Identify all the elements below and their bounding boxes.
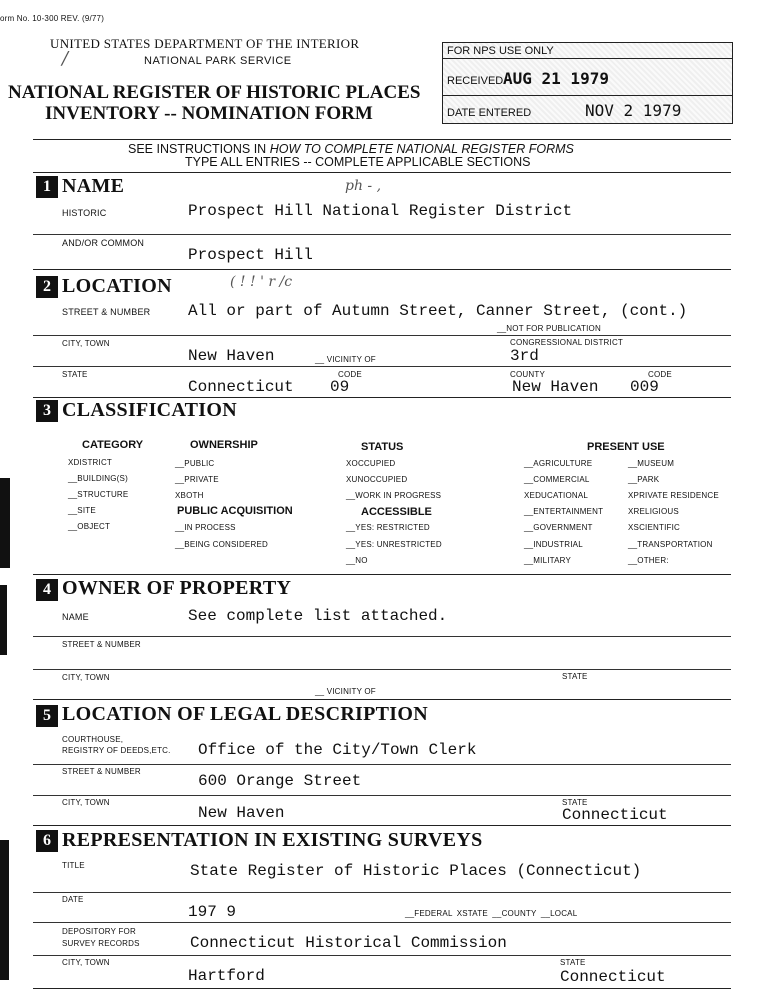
- acquisition-being-considered: __BEING CONSIDERED: [175, 540, 268, 549]
- street-label: STREET & NUMBER: [62, 307, 151, 317]
- use-military: __MILITARY: [524, 556, 572, 565]
- street-value: All or part of Autumn Street, Canner Street, (cont.): [188, 302, 688, 320]
- survey-date-value: 197 9: [188, 903, 237, 921]
- county-code-label: CODE: [648, 370, 672, 379]
- section-rule: [33, 269, 731, 270]
- category-site: __SITE: [68, 506, 96, 515]
- section-title: NAME: [62, 175, 125, 197]
- use-scientific: XSCIENTIFIC: [628, 523, 680, 532]
- historic-name-value: Prospect Hill National Register District: [188, 202, 573, 220]
- use-agriculture: __AGRICULTURE: [524, 459, 593, 468]
- depository-label-line1: DEPOSITORY FOR: [62, 927, 136, 936]
- category-structure: __STRUCTURE: [68, 490, 129, 499]
- section-rule: [33, 988, 731, 989]
- scan-edge-mark: [0, 478, 10, 568]
- section-title: CLASSIFICATION: [62, 399, 237, 421]
- use-museum: __MUSEUM: [628, 459, 675, 468]
- section-title: REPRESENTATION IN EXISTING SURVEYS: [62, 829, 483, 851]
- handwritten-annotation: ( ! ! ' r /c: [230, 274, 293, 290]
- accessible-restricted: __YES: RESTRICTED: [346, 523, 430, 532]
- depository-value: Connecticut Historical Commission: [190, 934, 507, 952]
- nps-use-only-box: [442, 42, 733, 124]
- status-unoccupied: XUNOCCUPIED: [346, 475, 408, 484]
- section-number: 5: [36, 705, 58, 727]
- congressional-district-value: 3rd: [510, 347, 539, 365]
- owner-name-label: NAME: [62, 612, 89, 622]
- county-value: New Haven: [512, 378, 599, 396]
- county-label: COUNTY: [510, 370, 545, 379]
- status-occupied: XOCCUPIED: [346, 459, 396, 468]
- historic-label: HISTORIC: [62, 208, 107, 218]
- legal-state-value: Connecticut: [562, 806, 668, 824]
- status-work-in-progress: __WORK IN PROGRESS: [346, 491, 442, 500]
- courthouse-label-line1: COURTHOUSE,: [62, 735, 124, 744]
- instructions-line1: [128, 142, 574, 156]
- public-acquisition-header: PUBLIC ACQUISITION: [177, 505, 293, 517]
- ownership-header: OWNERSHIP: [190, 439, 258, 451]
- section-rule: [33, 699, 731, 700]
- category-header: CATEGORY: [82, 439, 144, 451]
- field-rule: [33, 366, 731, 367]
- category-object: __OBJECT: [68, 522, 111, 531]
- scan-edge-mark: [0, 585, 7, 655]
- ownership-public: __PUBLIC: [175, 459, 215, 468]
- survey-title-value: State Register of Historic Places (Connecticut): [190, 862, 642, 880]
- city-value: New Haven: [188, 347, 275, 365]
- owner-name-value: See complete list attached.: [188, 607, 448, 625]
- common-name-value: Prospect Hill: [188, 246, 313, 264]
- date-entered-stamp: NOV 2 1979: [585, 101, 682, 120]
- section-number: 6: [36, 830, 58, 852]
- county-code-value: 009: [630, 378, 659, 396]
- service-name: NATIONAL PARK SERVICE: [144, 55, 292, 67]
- section-number: 4: [36, 579, 58, 601]
- field-rule: [33, 669, 731, 670]
- department-name: UNITED STATES DEPARTMENT OF THE INTERIOR: [50, 36, 360, 51]
- survey-date-label: DATE: [62, 895, 84, 904]
- acquisition-in-process: __IN PROCESS: [175, 523, 236, 532]
- category-district: XDISTRICT: [68, 458, 113, 467]
- ownership-private: __PRIVATE: [175, 475, 219, 484]
- depository-state-value: Connecticut: [560, 968, 666, 986]
- legal-street-value: 600 Orange Street: [198, 772, 362, 790]
- field-rule: [33, 764, 731, 765]
- use-park: __PARK: [628, 475, 660, 484]
- use-entertainment: __ENTERTAINMENT: [524, 507, 604, 516]
- field-rule: [33, 795, 731, 796]
- date-entered-label: DATE ENTERED: [447, 107, 532, 119]
- city-label: CITY, TOWN: [62, 339, 110, 348]
- field-rule: [33, 922, 731, 923]
- state-label: STATE: [62, 370, 88, 379]
- instructions-line2: TYPE ALL ENTRIES -- COMPLETE APPLICABLE SECTIONS: [185, 155, 531, 169]
- depository-label-line2: SURVEY RECORDS: [62, 939, 140, 948]
- field-rule: [33, 892, 731, 893]
- section-number: 3: [36, 400, 58, 422]
- section-rule: [33, 574, 731, 575]
- field-rule: [33, 234, 731, 235]
- field-rule: [33, 955, 731, 956]
- section-title: OWNER OF PROPERTY: [62, 577, 292, 599]
- nps-box-label: FOR NPS USE ONLY: [447, 45, 554, 57]
- present-use-header: PRESENT USE: [587, 441, 665, 453]
- use-industrial: __INDUSTRIAL: [524, 540, 583, 549]
- state-code-value: 09: [330, 378, 350, 396]
- ownership-both: XBOTH: [175, 491, 204, 500]
- owner-vicinity-of: __ VICINITY OF: [315, 687, 376, 696]
- courthouse-label-line2: REGISTRY OF DEEDS,ETC.: [62, 746, 171, 755]
- use-government: __GOVERNMENT: [524, 523, 593, 532]
- section-title: LOCATION OF LEGAL DESCRIPTION: [62, 703, 428, 725]
- congressional-district-label: CONGRESSIONAL DISTRICT: [510, 338, 624, 347]
- owner-street-label: STREET & NUMBER: [62, 640, 141, 649]
- state-value: Connecticut: [188, 378, 294, 396]
- status-header: STATUS: [361, 441, 404, 453]
- field-rule: [33, 636, 731, 637]
- legal-city-label: CITY, TOWN: [62, 798, 110, 807]
- owner-state-label: STATE: [562, 672, 588, 681]
- form-title-line2: INVENTORY -- NOMINATION FORM: [45, 103, 373, 124]
- use-private-residence: XPRIVATE RESIDENCE: [628, 491, 719, 500]
- common-name-label: AND/OR COMMON: [62, 238, 145, 248]
- instructions-prefix: SEE INSTRUCTIONS IN: [128, 142, 270, 156]
- section-rule: [33, 172, 731, 173]
- depository-city-label: CITY, TOWN: [62, 958, 110, 967]
- use-educational: XEDUCATIONAL: [524, 491, 589, 500]
- use-commercial: __COMMERCIAL: [524, 475, 590, 484]
- section-title: LOCATION: [62, 275, 172, 297]
- instructions-title: HOW TO COMPLETE NATIONAL REGISTER FORMS: [269, 142, 574, 156]
- form-number: orm No. 10-300 REV. (9/77): [0, 14, 105, 23]
- use-transportation: __TRANSPORTATION: [628, 540, 713, 549]
- handwritten-annotation: ph - ,: [345, 178, 382, 194]
- section-rule: [33, 397, 731, 398]
- section-number: 1: [36, 176, 58, 198]
- received-date-stamp: AUG 21 1979: [503, 69, 609, 88]
- survey-title-label: TITLE: [62, 861, 85, 870]
- courthouse-value: Office of the City/Town Clerk: [198, 741, 477, 759]
- category-buildings: __BUILDING(S): [68, 474, 128, 483]
- legal-state-label: STATE: [562, 798, 588, 807]
- survey-level-options: __FEDERAL XSTATE __COUNTY __LOCAL: [405, 909, 578, 918]
- use-religious: XRELIGIOUS: [628, 507, 679, 516]
- depository-city-value: Hartford: [188, 967, 265, 985]
- depository-state-label: STATE: [560, 958, 586, 967]
- state-code-label: CODE: [338, 370, 362, 379]
- section-number: 2: [36, 276, 58, 298]
- accessible-header: ACCESSIBLE: [361, 506, 432, 518]
- scan-edge-mark: [0, 840, 9, 980]
- owner-city-label: CITY, TOWN: [62, 673, 110, 682]
- field-rule: [33, 335, 731, 336]
- header-rule: [33, 139, 731, 140]
- form-title-line1: NATIONAL REGISTER OF HISTORIC PLACES: [8, 82, 421, 103]
- use-other: __OTHER:: [628, 556, 669, 565]
- vicinity-of: __ VICINITY OF: [315, 355, 376, 364]
- section-rule: [33, 825, 731, 826]
- accessible-no: __NO: [346, 556, 368, 565]
- received-label: RECEIVED: [447, 75, 504, 87]
- legal-city-value: New Haven: [198, 804, 285, 822]
- check-mark-handwriting: /: [62, 48, 69, 69]
- legal-street-label: STREET & NUMBER: [62, 767, 141, 776]
- not-for-publication: __NOT FOR PUBLICATION: [497, 324, 601, 333]
- accessible-unrestricted: __YES: UNRESTRICTED: [346, 540, 442, 549]
